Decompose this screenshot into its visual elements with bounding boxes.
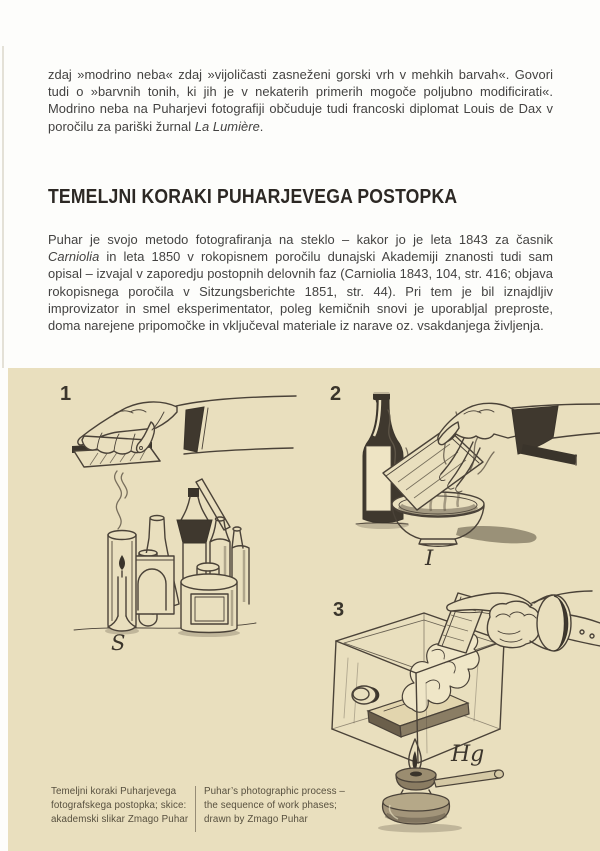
figure-3-chemical-label: Hg [451, 742, 485, 767]
page-scan-edge [2, 46, 4, 368]
paragraph-method-text: Puhar je svojo metodo fotografiranja na steklo – kakor jo je leta 1843 za časnik [48, 232, 553, 247]
sleeve-and-rod [512, 404, 600, 465]
paragraph-method-end: in leta 1850 v rokopisnem poročilu dunajski Akademiji znanosti tudi sam opisal – izvajal v zaporedju postopnih delovnih faz (Carniolia 1843, 104, str. 416; objava rokopisnega poročila v Sitzungsberichte 1851, str. 44). Pri tem je bil iznajdljiv improvizator in smel eksperimentator, poleg kemičnih snovi je uporabljal preproste, doma narejene pripomočke in vključeval materiale iz narave oz. vsakdanjega življenja. [48, 249, 553, 334]
figure-1-illustration [38, 378, 328, 678]
journal-title-carniolia: Carniolia [48, 249, 100, 265]
figure-captions [51, 785, 356, 832]
figure-1-number: 1 [60, 383, 72, 405]
hand-with-plate [72, 402, 177, 467]
paragraph-intro [48, 66, 553, 135]
paragraph-intro-end: . [259, 118, 264, 134]
figure-3-illustration [328, 583, 600, 833]
ground-shadow [356, 521, 537, 543]
figure-2-illustration [328, 378, 600, 578]
bottle-group [130, 479, 249, 633]
sleeve [176, 396, 296, 454]
figure-2-number: 2 [330, 383, 342, 405]
caption-english: Puhar’s photographic process – the sequence of work phases; drawn by Zmago Puhar [204, 786, 345, 825]
figure-1-chemical-label: S [111, 631, 126, 655]
figure-panel [8, 368, 600, 851]
caption-slovenian: Temeljni koraki Puharjevega fotografskega postopka; skice: akademski slikar Zmago Puhar [51, 786, 189, 825]
paragraph-method [48, 231, 553, 334]
figure-2-chemical-label: I [425, 546, 434, 570]
journal-title-la-lumiere: La Lumière [194, 118, 260, 134]
glass-cylinder-candle [108, 531, 136, 632]
sulphur-smoke [115, 471, 128, 529]
caption-divider [195, 786, 196, 832]
paragraph-intro-text: zdaj »modrino neba« zdaj »vijoličasti zasneženi gorski vrh v mehkih barvah«. Govori tudi o »barvnih tonih, ki jih je v nekaterih primerih mogoče poljubno modificirati«. Modrino neba na Puharjevi fotografiji občuduje tudi francoski diplomat Louis de Dax v poročilu za pariški žurnal [48, 67, 553, 134]
section-heading: TEMELJNI KORAKI PUHARJEVEGA POSTOPKA [48, 186, 458, 208]
figure-3-number: 3 [333, 599, 345, 621]
spirit-lamp [378, 768, 504, 833]
